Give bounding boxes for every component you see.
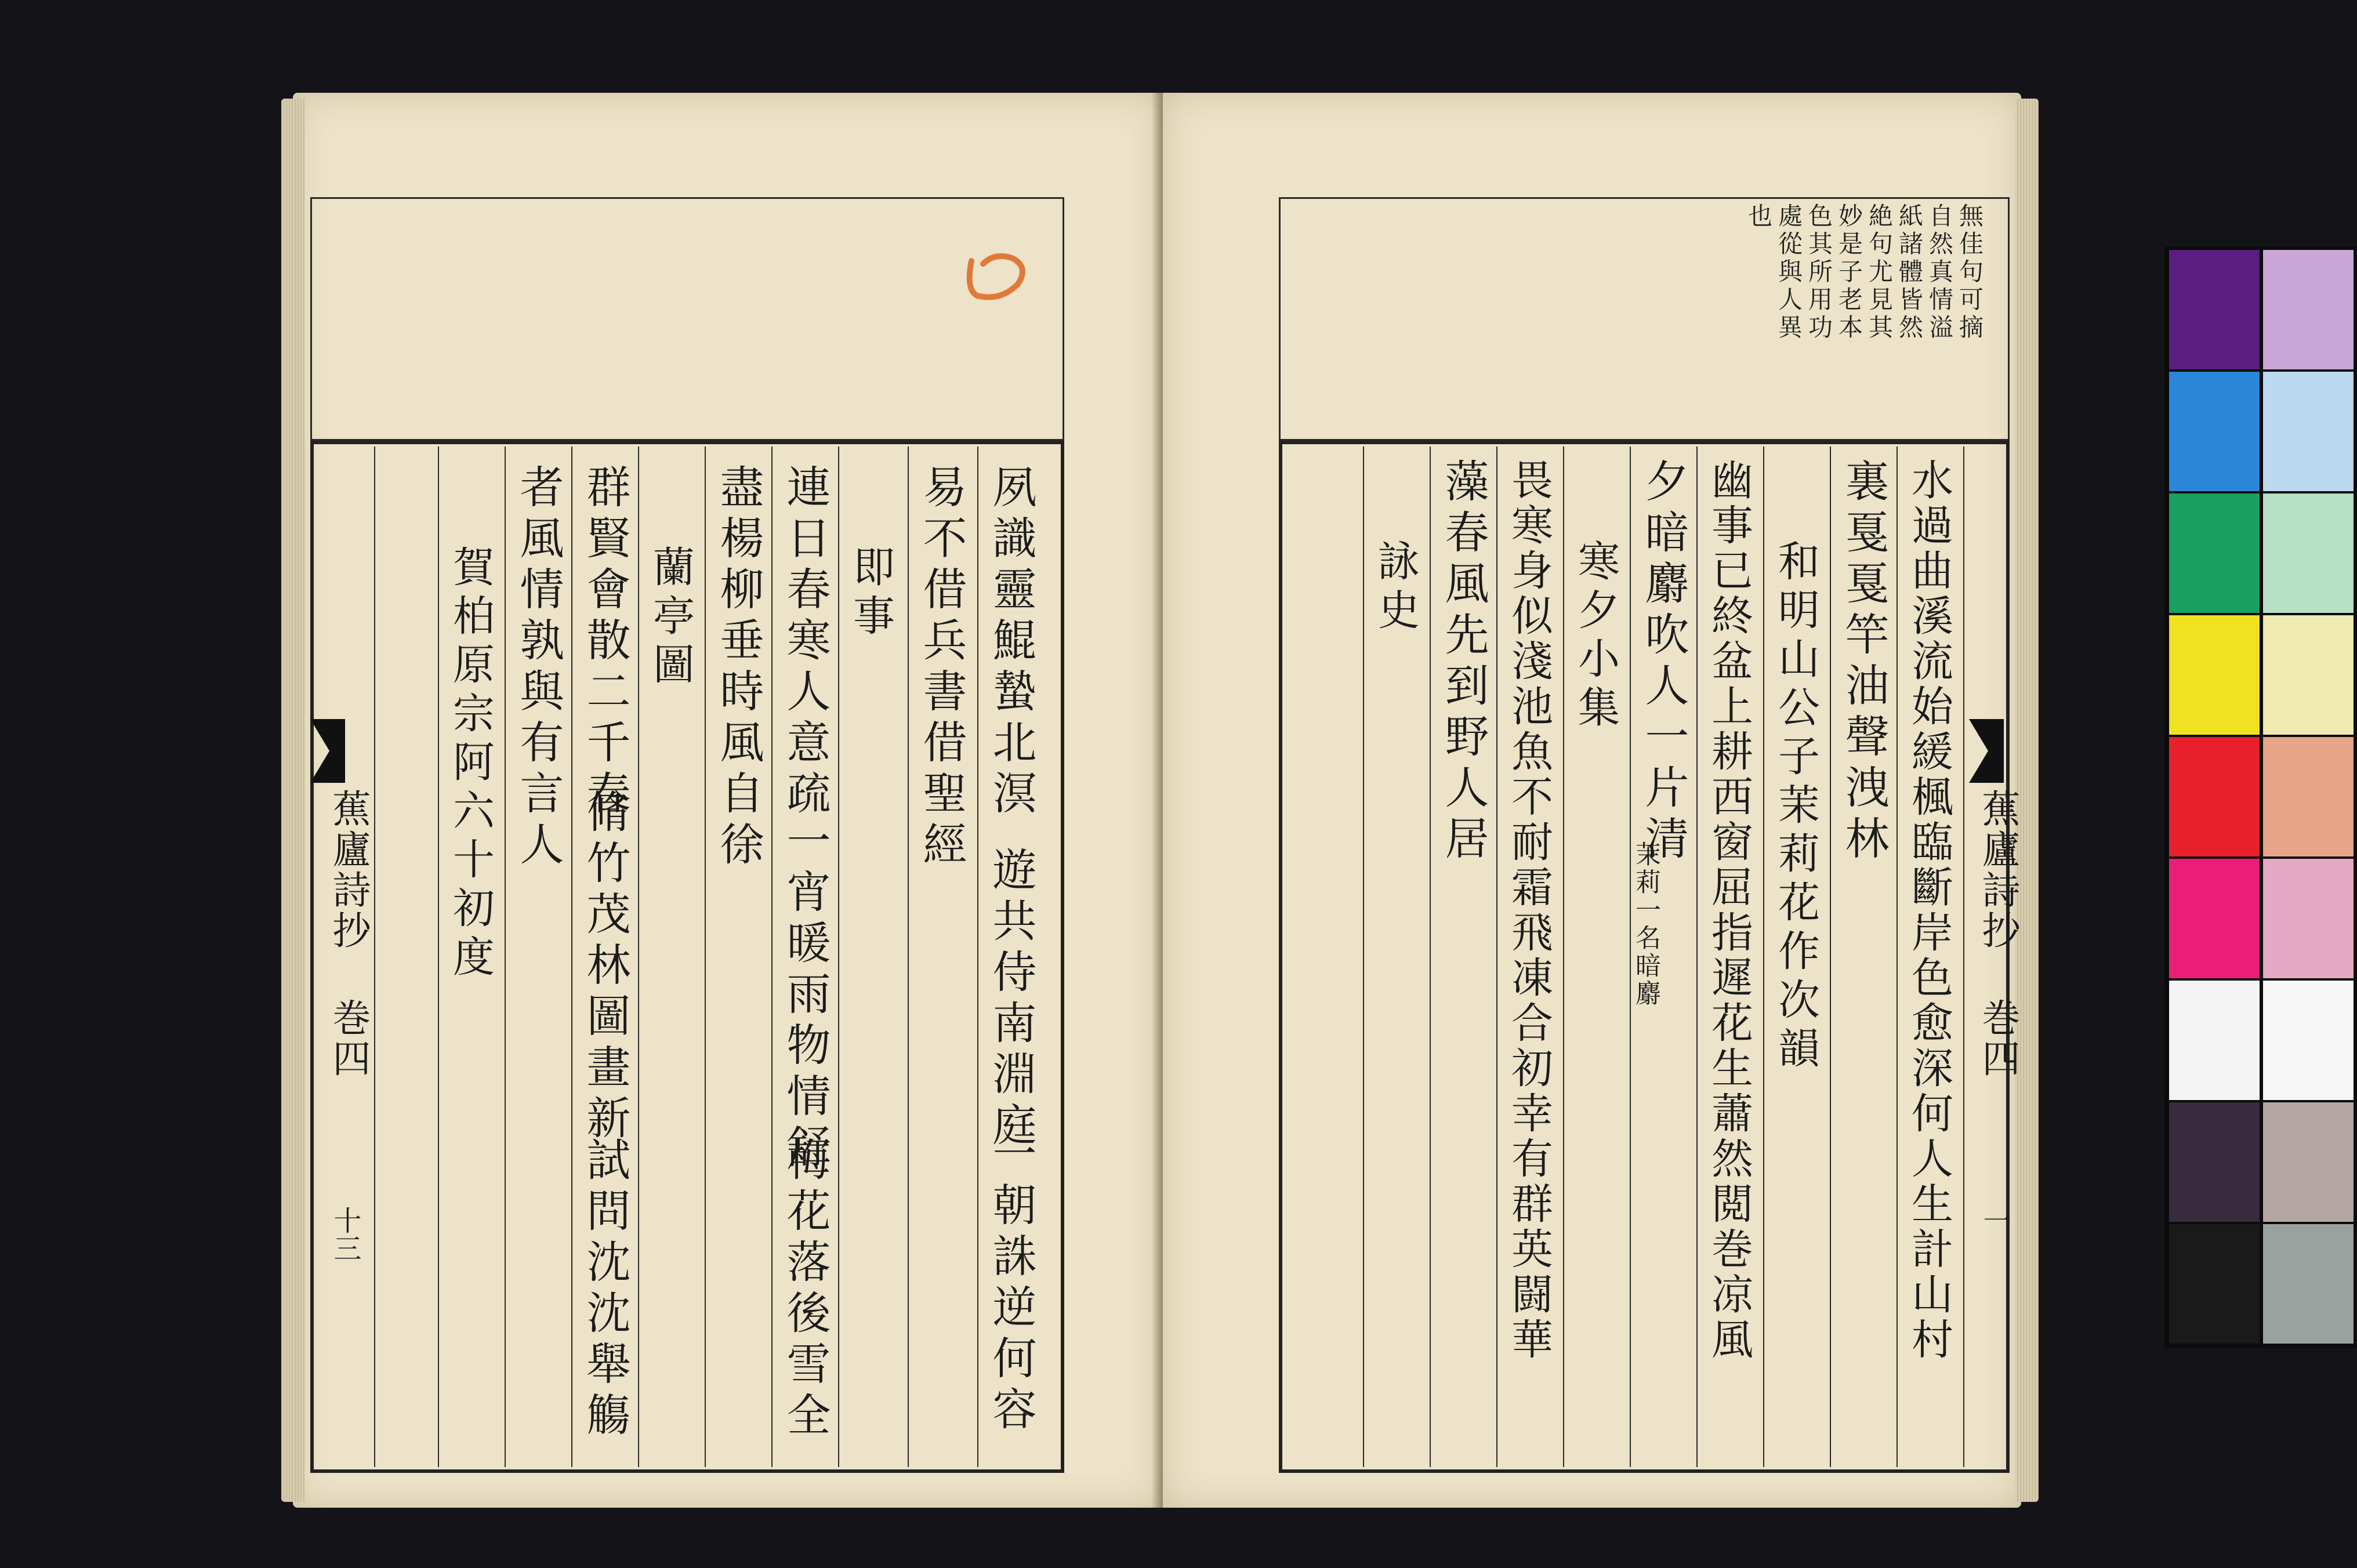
color-swatch: [2169, 1102, 2260, 1222]
poem-title: 即事: [846, 545, 895, 643]
head-note: 自然真情溢: [1926, 203, 1954, 342]
text-column: 盡楊柳垂時風自徐: [713, 464, 764, 872]
color-swatch: [2169, 615, 2260, 735]
right-rule: [1430, 447, 1431, 1467]
right-rule: [1563, 447, 1564, 1467]
left-page-edge: [281, 99, 304, 1502]
right-rule: [1763, 447, 1764, 1467]
right-rule: [1897, 447, 1898, 1467]
left-head-box: [310, 197, 1064, 441]
left-rule: [505, 447, 506, 1467]
poem-title: 寒夕小集: [1571, 539, 1620, 734]
right-fold-title: 蕉廬詩抄 巻四: [1975, 789, 2020, 1079]
right-rule: [1363, 447, 1364, 1467]
color-swatch: [2169, 250, 2260, 369]
left-fold-title: 蕉廬詩抄 巻四: [326, 789, 371, 1079]
head-note: 紙諸體皆然: [1895, 203, 1924, 342]
head-note: 絶句尤見其: [1865, 203, 1894, 342]
color-swatch: [2169, 981, 2260, 1100]
color-swatch: [2263, 493, 2354, 613]
color-checker: [2164, 246, 2357, 1348]
left-rule: [638, 447, 639, 1467]
right-page: [1163, 93, 2021, 1508]
color-swatch: [2169, 737, 2260, 856]
text-column: 易不借兵書借聖經: [916, 464, 967, 872]
annotation: 茉莉一名暗麝: [1631, 841, 1660, 1008]
text-column: 藻春風先到野人居: [1438, 458, 1489, 866]
text-column: 畏寒身似淺池魚不耐霜飛凍合初幸有群英闘華: [1504, 458, 1553, 1363]
text-column: 裏戛戛竿油聲洩林: [1838, 458, 1890, 866]
text-column: 群賢會散二千春: [579, 464, 631, 821]
right-rule: [1963, 447, 1964, 1467]
color-swatch: [2263, 859, 2354, 978]
text-column: 幽事已終盆上耕西窗屈指遲花生蕭然閲巻凉風: [1705, 458, 1753, 1363]
left-rule: [771, 447, 773, 1467]
left-rule: [438, 447, 439, 1467]
text-column: 夙識靈鯤蟄北溟: [985, 464, 1037, 821]
poem-title: 賀柏原宗阿六十初度: [446, 545, 495, 983]
right-rule: [1496, 447, 1497, 1467]
left-rule: [705, 447, 706, 1467]
head-note: 妙是子老本: [1835, 203, 1863, 342]
poem-title: 蘭亭圖: [646, 545, 695, 691]
color-swatch: [2169, 859, 2260, 978]
left-rule: [838, 447, 839, 1467]
color-swatch: [2169, 1224, 2260, 1344]
text-column: 脩竹茂林圖畫新: [579, 789, 631, 1146]
head-note: 處從與人異: [1775, 203, 1803, 342]
right-rule: [1696, 447, 1698, 1467]
color-swatch: [2263, 737, 2354, 856]
color-swatch: [2263, 1224, 2354, 1344]
text-column: 一朝誅逆何容: [985, 1131, 1037, 1437]
text-column: 夕暗麝吹人一片清: [1638, 458, 1689, 866]
color-swatch: [2263, 615, 2354, 735]
text-column: 試問沈沈舉觴: [579, 1137, 631, 1443]
left-rule: [908, 447, 909, 1467]
color-swatch: [2263, 372, 2354, 491]
color-swatch: [2263, 250, 2354, 369]
color-swatch: [2169, 493, 2260, 613]
head-note: 無佳句可摘: [1956, 203, 1984, 342]
red-seal-mark: [960, 244, 1035, 307]
left-page-number: 十三: [329, 1206, 361, 1262]
color-swatch: [2263, 1102, 2354, 1222]
open-book: [287, 93, 2027, 1508]
head-note: 色其所用功: [1805, 203, 1833, 342]
text-column: 梅花落後雪全: [779, 1137, 831, 1443]
text-column: 者風情孰與有言人: [513, 464, 564, 872]
text-column: 一宵暖雨物情舒: [779, 818, 831, 1175]
color-swatch: [2169, 372, 2260, 491]
left-rule: [571, 447, 572, 1467]
left-rule: [374, 447, 375, 1467]
text-column: 連日春寒人意疏: [779, 464, 831, 821]
right-rule: [1830, 447, 1831, 1467]
color-swatch: [2263, 981, 2354, 1100]
poem-title: 詠史: [1371, 539, 1420, 637]
right-page-number: 一: [1978, 1206, 2011, 1234]
head-note: 也: [1745, 203, 1773, 231]
left-page: [293, 93, 1163, 1508]
text-column: 遊共侍南淵庭: [985, 847, 1037, 1153]
poem-title: 和明山公子茉莉花作次韻: [1771, 539, 1820, 1075]
left-rule: [977, 447, 978, 1467]
text-column: 水過曲溪流始緩楓臨斷岸色愈深何人生計山村: [1905, 458, 1953, 1363]
